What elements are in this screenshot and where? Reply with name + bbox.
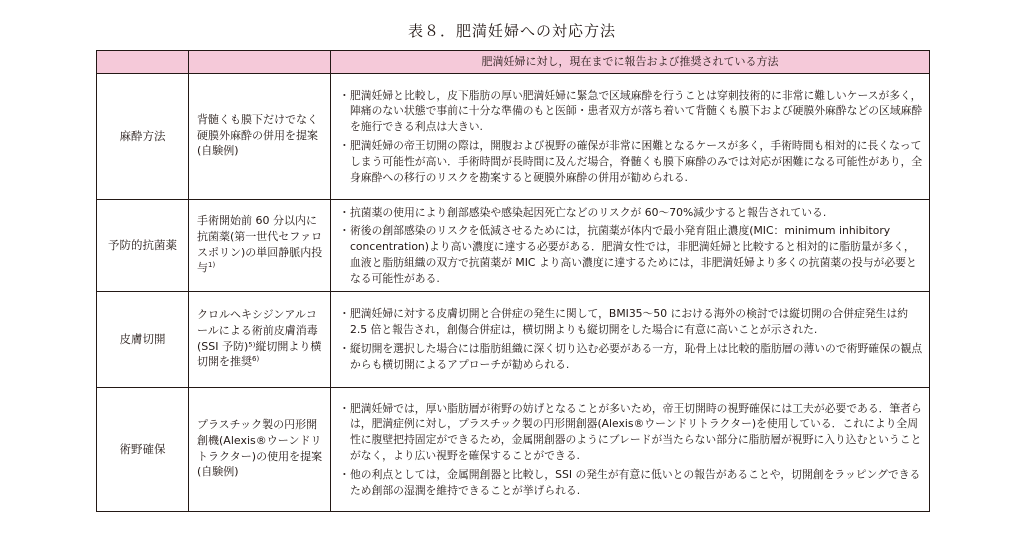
row-summary: 手術開始前 60 分以内に抗菌薬(第一世代セファロスポリン)の単回静脈内投与$^{1)}$ (189, 200, 331, 292)
row-summary: クロルヘキシジンアルコールによる術前皮膚消毒(SSI 予防)⁵⁾縦切開より横切開を推奨$^{6)}$ (189, 292, 331, 388)
table-title: 表８．肥満妊婦への対応方法 (407, 22, 616, 40)
row-details (331, 292, 930, 388)
bullet-icon: ・ (339, 224, 350, 238)
row-details (331, 200, 930, 292)
table-row-skin-incision (97, 292, 930, 388)
table-row-antibiotics (97, 200, 930, 292)
detail-item: ・ 肥満妊婦に対する皮膚切開と合併症の発生に関して，BMI35〜50 における海外の検討では縦切開の合併症発生は約 2.5 倍と報告され，創傷合併症は，横切開よりも縦切開をした場合に有意に高いことが示された. (339, 307, 909, 337)
header-summary (189, 51, 331, 74)
detail-item: ・ 術後の創部感染のリスクを低減させるためには，抗菌薬が体内で最小発育阻止濃度(MIC：minimum inhibitory concentration)より高い濃度に達する必要がある．肥満女性では，非肥満妊婦と比較すると相対的に脂肪量が多く，血液と脂肪組織の双方で抗菌薬が MIC より高い濃度に達するためには，非肥満妊婦より多くの抗菌薬の投与が必要となる可能性がある. (339, 224, 917, 285)
row-category: 皮膚切開 (97, 292, 189, 388)
row-category: 予防的抗菌薬 (97, 200, 189, 292)
detail-item: ・ 肥満妊婦では，厚い脂肪層が術野の妨げとなることが多いため，帝王切開時の視野確保には工夫が必要である．筆者らは，肥満症例に対し，プラスチック製の円形開創器(Alexis®ウーンドリトラクター)を使用している．これにより全周性に腹壁把持固定ができるため，金属開創器のようにブレードが当たらない部分に脂肪層が視野に入り込むということがなく，より広い視野を確保することができる. (339, 401, 922, 462)
detail-item: ・ 肥満妊婦と比較し，皮下脂肪の厚い肥満妊婦に緊急で区域麻酔を行うことは穿刺技術的に非常に難しいケースが多く，陣痛のない状態で事前に十分な準備のもと医師・患者双方が落ち着いて背髄くも膜下および硬膜外麻酔などの区域麻酔を施行できる利点は大きい. (339, 88, 923, 134)
detail-item: ・ 抗菌薬の使用により創部感染や感染起因死亡などのリスクが 60〜70%減少すると報告されている. (339, 205, 827, 219)
detail-item: ・ 他の利点としては，金属開創器と比較し，SSI の発生が有意に低いとの報告があることや，切開創をラッピングできるため創部の湿潤を維持できることが挙げられる. (339, 467, 921, 497)
treatment-table (96, 50, 930, 512)
bullet-icon: ・ (339, 88, 350, 102)
detail-item: ・ 肥満妊婦の帝王切開の際は，開腹および視野の確保が非常に困難となるケースが多く，手術時間も相対的に長くなってしまう可能性が高い．手術時間が長時間に及んだ場合，脊髄くも膜下麻酔のみでは対応が困難になる可能性があり，全身麻酔への移行のリスクを勘案すると硬膜外麻酔の併用が勧められる. (339, 139, 923, 184)
detail-item: ・ 縦切開を選択した場合には脂肪組織に深く切り込む必要がある一方，恥骨上は比較的脂肪層の薄いので術野確保の観点からも横切開によるアプローチが勧められる. (339, 342, 923, 371)
bullet-icon: ・ (339, 307, 350, 321)
bullet-icon: ・ (339, 342, 350, 355)
table-row-anesthesia (97, 74, 930, 200)
row-summary: 背髄くも膜下だけでなく硬膜外麻酔の併用を提案(自験例) (189, 74, 331, 200)
row-category: 麻酔方法 (97, 74, 189, 200)
bullet-icon: ・ (339, 139, 350, 152)
table-row-surgical-field (97, 388, 930, 512)
table-header-row (97, 51, 930, 74)
bullet-icon: ・ (339, 467, 350, 481)
bullet-icon: ・ (339, 401, 350, 415)
row-summary: プラスチック製の円形開創機(Alexis®ウーンドリトラクター)の使用を提案(自験例) (189, 388, 331, 512)
row-category: 術野確保 (97, 388, 189, 512)
header-details: 肥満妊婦に対し，現在までに報告および推奨されている方法 (331, 51, 930, 74)
bullet-icon: ・ (339, 205, 350, 219)
row-details (331, 74, 930, 200)
row-details (331, 388, 930, 512)
header-category (97, 51, 189, 74)
